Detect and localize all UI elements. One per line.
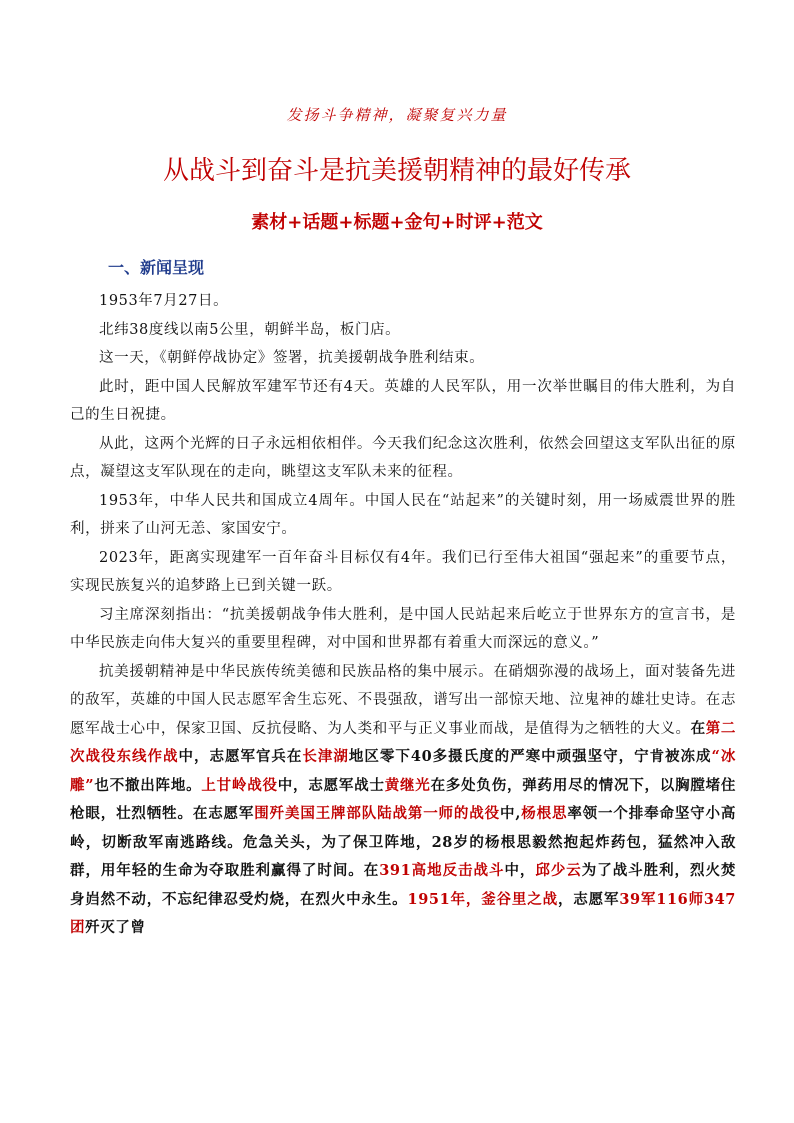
paragraph-location: 北纬38度线以南5公里，朝鲜半岛，板门店。 <box>99 321 401 338</box>
bold-text: 在多处负伤，弹药用尽的情况下，以胸膛堵住枪眼，壮烈牺牲。在志愿军 <box>70 776 737 822</box>
bold-text: 为了战斗胜利，烈火焚身岿然不动，不忘纪律忍受灼烧，在烈火中永生。 <box>70 862 737 908</box>
paragraph-1953: 1953年，中华人民共和国成立4周年。中国人民在“站起来”的关键时刻，用一场威震世界的胜利，拼来了山河无恙、家国安宁。 <box>70 492 736 537</box>
spirit-intro-text: 抗美援朝精神是中华民族传统美德和民族品格的集中展示。在硝烟弥漫的战场上，面对装备先进的敌军，英雄的中国人民志愿军舍生忘死、不畏强敌，谱写出一部惊天地、泣鬼神的雄壮史诗。在志愿军战士心中，保家卫国、反抗侵略、为人类和平与正义事业而战，是值得为之牺牲的大义。 <box>70 663 736 737</box>
highlight-battle: 391高地反击战斗 <box>379 862 505 879</box>
bold-text: 歼灭了曾 <box>85 919 146 936</box>
highlight-hero: 杨根思 <box>521 805 568 822</box>
bold-text: 中, <box>499 805 521 822</box>
highlight-battle: 1951年，釜谷里之战 <box>407 890 558 908</box>
bold-text: 也不撤出阵地。 <box>94 776 202 794</box>
paragraph-quote: 习主席深刻指出：“抗美援朝战争伟大胜利，是中国人民站起来后屹立于世界东方的宣言书，是中华民族走向伟大复兴的重要里程碑，对中国和世界都有着重大而深远的意义。” <box>70 606 736 651</box>
paragraph-looking-back: 从此，这两个光辉的日子永远相依相伴。今天我们纪念这次胜利，依然会回望这支军队出征的原点，凝望这支军队现在的走向，眺望这支军队未来的征程。 <box>70 435 736 480</box>
paragraph-2023: 2023年，距离实现建军一百年奋斗目标仅有4年。我们已行至伟大祖国“强起来”的重要节点，实现民族复兴的追梦路上已到关键一跃。 <box>70 549 736 594</box>
bold-text: 中， <box>504 862 536 879</box>
highlight-campaign: 第二次战役东线作战 <box>70 719 736 765</box>
page-subtitle: 素材+话题+标题+金句+时评+范文 <box>251 212 543 233</box>
highlight-battle: 上甘岭战役 <box>201 776 278 794</box>
bold-text: 在 <box>690 719 706 737</box>
paragraph-armistice: 这一天，《朝鲜停战协定》签署，抗美援朝战争胜利结束。 <box>99 350 485 366</box>
header-motto: 发扬斗争精神，凝聚复兴力量 <box>286 106 508 124</box>
paragraph-date: 1953年7月27日。 <box>99 293 229 309</box>
highlight-ice-sculpture: “冰雕” <box>70 748 736 794</box>
highlight-unit: 39军116师347团 <box>70 890 736 936</box>
highlight-campaign: 围歼美国王牌部队陆战第一师的战役 <box>254 805 500 822</box>
bold-text: 地区零下40多摄氏度的严寒中顽强坚守，宁肯被冻成 <box>348 748 712 765</box>
page-title: 从战斗到奋斗是抗美援朝精神的最好传承 <box>162 156 631 186</box>
bold-text: 率领一个排奉命坚守小高岭，切断敌军南逃路线。危急关头，为了保卫阵地，28岁的杨根思毅然抱起炸药包，猛然冲入敌群，用年轻的生命为夺取胜利赢得了时间。在 <box>70 805 736 879</box>
bold-text: 中，志愿军战士 <box>277 776 385 794</box>
bold-text: ，志愿军 <box>557 890 620 908</box>
article-body <box>70 287 736 943</box>
bold-text: 中，志愿军官兵在 <box>178 748 303 765</box>
highlight-place: 长津湖 <box>302 748 349 765</box>
paragraph-spirit <box>70 658 736 943</box>
highlight-hero: 邱少云 <box>535 862 582 879</box>
paragraph-army-day: 此时，距中国人民解放军建军节还有4天。英雄的人民军队，用一次举世瞩目的伟大胜利，为自己的生日祝捷。 <box>70 378 736 423</box>
highlight-hero: 黄继光 <box>384 776 431 794</box>
section-heading: 一、新闻呈现 <box>108 258 205 277</box>
